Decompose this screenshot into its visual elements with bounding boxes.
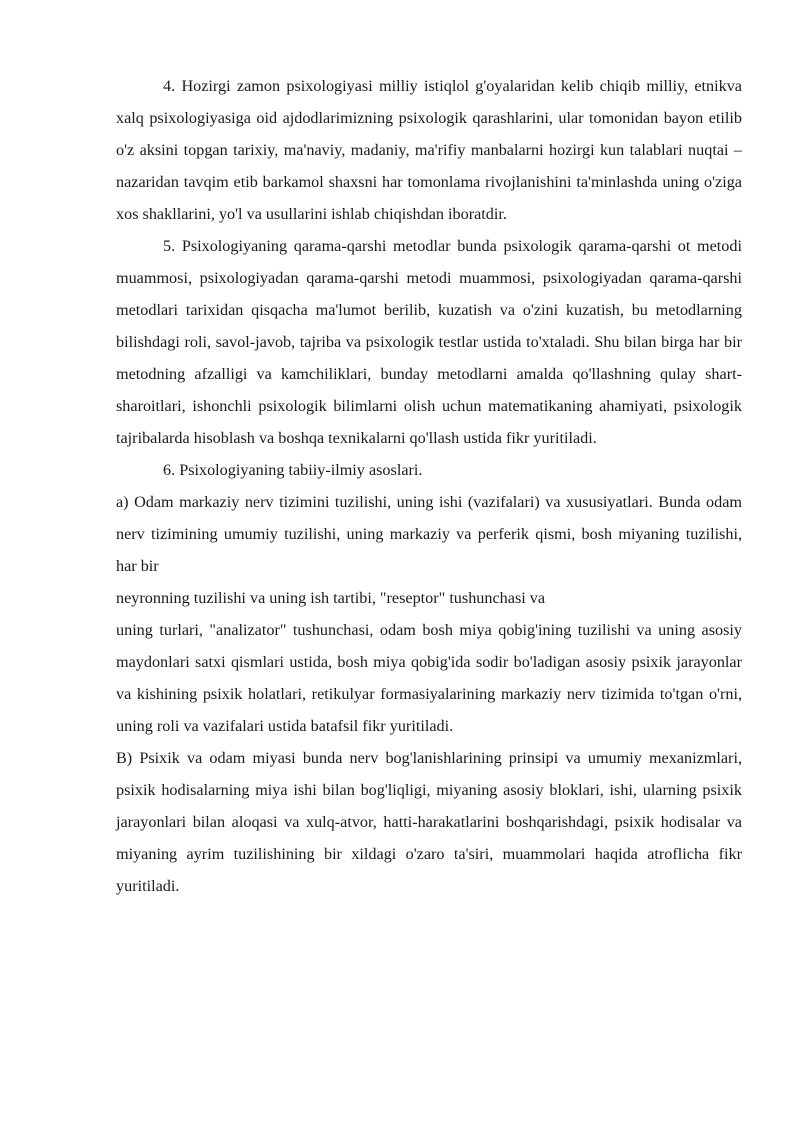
paragraph-5-opposing-methods: 5. Psixologiyaning qarama-qarshi metodlar bunda psixologik qarama-qarshi ot metodi muammosi, psixologiyadan qarama-qarshi metodi muammosi, psixologiyadan qarama-qarshi metodlari tarixidan qisqacha ma'lumot berilib, kuzatish va o'zini kuzatish, bu metodlarning bilishdagi roli, savol-javob, tajriba va psixologik testlar ustida to'xtaladi. Shu bilan birga har bir metodning afzalligi va kamchiliklari, bunday metodlarni amalda qo'llashning qulay shart-sharoitlari, ishonchli psixologik bilimlarni olish uchun matematikaning ahamiyati, psixologik tajribalarda hisoblash va boshqa texnikalarni qo'llash ustida fikr yuritiladi. bbox=[116, 237, 742, 447]
paragraph-neuron-structure: neyronning tuzilishi va uning ish tartibi, "reseptor" tushunchasi va bbox=[116, 589, 546, 607]
paragraph-6-natural-science-foundations: 6. Psixologiyaning tabiiy-ilmiy asoslari. bbox=[163, 461, 423, 479]
paragraph-b-psyche-and-brain: B) Psixik va odam miyasi bunda nerv bog'lanishlarining prinsipi va umumiy mexanizmlari, psixik hodisalarning miya ishi bilan bog'liqligi, miyaning asosiy bloklari, ishi, ularning psixik jarayonlari bilan aloqasi va xulq-atvor, hatti-harakatlarini boshqarishdagi, psixik hodisalar va miyaning ayrim tuzilishining bir xildagi o'zaro ta'siri, muammolari haqida atroflicha fikr yuritiladi. bbox=[116, 749, 742, 895]
paragraph-analyzer-types: uning turlari, "analizator" tushunchasi, odam bosh miya qobig'ining tuzilishi va uning asosiy maydonlari satxi qismlari ustida, bosh miya qobig'ida sodir bo'ladigan asosiy psixik jarayonlar va kishining psixik holatlari, retikulyar formasiyalarining markaziy nerv tizimida to'tgan o'rni, uning roli va vazifalari ustida batafsil fikr yuritiladi. bbox=[116, 621, 742, 735]
paragraph-a-nervous-system: a) Odam markaziy nerv tizimini tuzilishi, uning ishi (vazifalari) va xususiyatlari. Bunda odam nerv tizimining umumiy tuzilishi, uning markaziy va perferik qismi, bosh miyaning tuzilishi, har bir bbox=[116, 493, 742, 575]
paragraph-4-modern-psychology: 4. Hozirgi zamon psixologiyasi milliy istiqlol g'oyalaridan kelib chiqib milliy, etnikva xalq psixologiyasiga oid ajdodlarimizning psixologik qarashlarini, ular tomonidan bayon etilib o'z aksini topgan tarixiy, ma'naviy, madaniy, ma'rifiy manbalarni hozirgi kun talablari nuqtai – nazaridan tavqim etib barkamol shaxsni har tomonlama rivojlanishini ta'minlashda uning o'ziga xos shakllarini, yo'l va usullarini ishlab chiqishdan iboratdir. bbox=[116, 77, 742, 223]
document-page bbox=[116, 70, 742, 902]
